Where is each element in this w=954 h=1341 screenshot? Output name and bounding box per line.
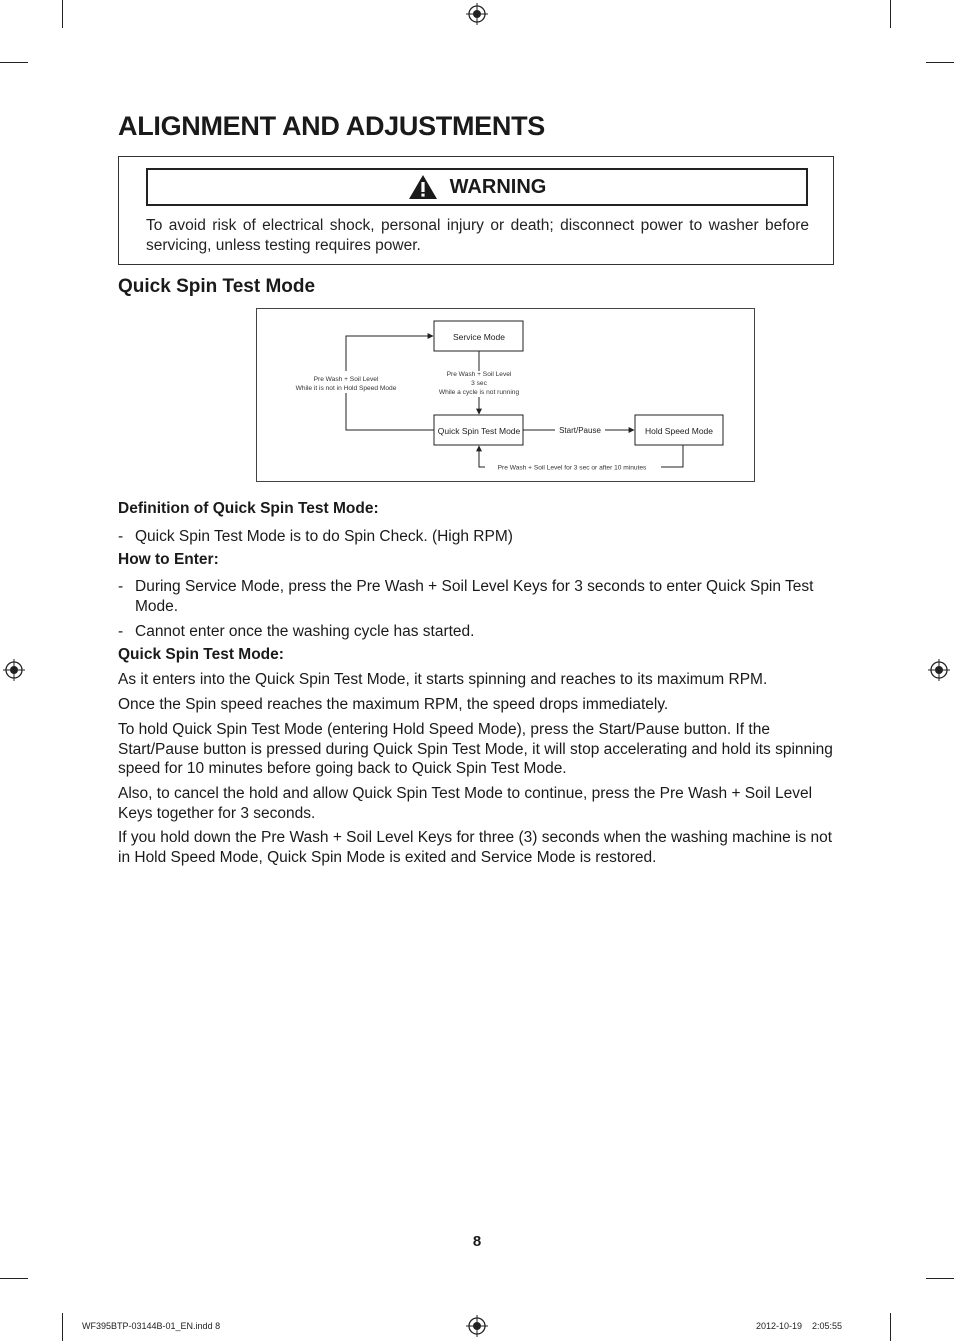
bullet-dash: - xyxy=(118,623,124,640)
center-label-1: Pre Wash + Soil Level xyxy=(446,371,512,378)
bullet-dash: - xyxy=(118,528,124,545)
definition-heading: Definition of Quick Spin Test Mode: xyxy=(118,500,379,517)
crop-mark xyxy=(62,0,63,28)
footer-filename: WF395BTP-03144B-01_EN.indd 8 xyxy=(82,1321,221,1331)
crop-mark xyxy=(926,62,954,63)
arrow-line xyxy=(346,336,433,371)
crop-mark xyxy=(0,62,28,63)
paragraph: To hold Quick Spin Test Mode (entering Hold Speed Mode), press the Start/Pause button. If the Start/Pause button is pressed during Quick Spin Test Mode, it will stop accelerating and hold its spinning speed for 10 minutes before going back to Quick Spin Test Mode. xyxy=(118,721,833,777)
footer-timestamp: 2012-10-19 2:05:55 xyxy=(756,1321,843,1331)
arrow-line xyxy=(661,445,683,467)
crop-mark xyxy=(890,0,891,28)
left-label-2: While it is not in Hold Speed Mode xyxy=(295,385,397,392)
bullet-text: Cannot enter once the washing cycle has started. xyxy=(135,623,475,640)
bullet-text: During Service Mode, press the Pre Wash + Soil Level Keys for 3 seconds to enter Quick Spin Test Mode. xyxy=(135,578,814,615)
mode-heading: Quick Spin Test Mode: xyxy=(118,646,284,663)
page-title: ALIGNMENT AND ADJUSTMENTS xyxy=(118,111,545,141)
warning-label: WARNING xyxy=(449,175,547,198)
hold-speed-label: Hold Speed Mode xyxy=(644,426,714,436)
bottom-label: Pre Wash + Soil Level for 3 sec or after 10 minutes xyxy=(497,464,647,472)
crop-mark xyxy=(0,1278,28,1279)
service-mode-label: Service Mode xyxy=(453,332,505,342)
paragraph: If you hold down the Pre Wash + Soil Level Keys for three (3) seconds when the washing machine is not in Hold Speed Mode, Quick Spin Mode is exited and Service Mode is restored. xyxy=(118,829,833,866)
section-title: Quick Spin Test Mode xyxy=(118,276,316,297)
warning-triangle-icon xyxy=(408,174,438,200)
arrow-line xyxy=(346,393,434,430)
crop-mark xyxy=(926,1278,954,1279)
bullet-dash: - xyxy=(118,578,124,595)
paragraph: Once the Spin speed reaches the maximum RPM, the speed drops immediately. xyxy=(118,696,669,713)
arrow-line xyxy=(479,446,485,467)
registration-mark-icon xyxy=(466,3,488,25)
registration-mark-icon xyxy=(3,659,25,681)
bullet-text: Quick Spin Test Mode is to do Spin Check. (High RPM) xyxy=(135,528,513,545)
page-number: 8 xyxy=(472,1233,482,1250)
center-label-3: While a cycle is not running xyxy=(438,389,520,396)
paragraph: Also, to cancel the hold and allow Quick Spin Test Mode to continue, press the Pre Wash + Soil Level Keys together for 3 seconds. xyxy=(118,785,813,822)
crop-mark xyxy=(62,1313,63,1341)
warning-header xyxy=(146,168,808,206)
quick-spin-label: Quick Spin Test Mode xyxy=(437,426,521,436)
left-label-1: Pre Wash + Soil Level xyxy=(313,376,379,383)
flow-diagram xyxy=(256,308,755,482)
warning-text: To avoid risk of electrical shock, personal injury or death; disconnect power to washer before servicing, unless testing requires power. xyxy=(146,217,809,254)
crop-mark xyxy=(890,1313,891,1341)
how-to-enter-heading: How to Enter: xyxy=(118,551,219,568)
registration-mark-icon xyxy=(466,1315,488,1337)
center-label-2: 3 sec xyxy=(471,380,487,387)
start-pause-label: Start/Pause xyxy=(559,426,601,435)
paragraph: As it enters into the Quick Spin Test Mode, it starts spinning and reaches to its maximum RPM. xyxy=(118,671,768,688)
registration-mark-icon xyxy=(928,659,950,681)
